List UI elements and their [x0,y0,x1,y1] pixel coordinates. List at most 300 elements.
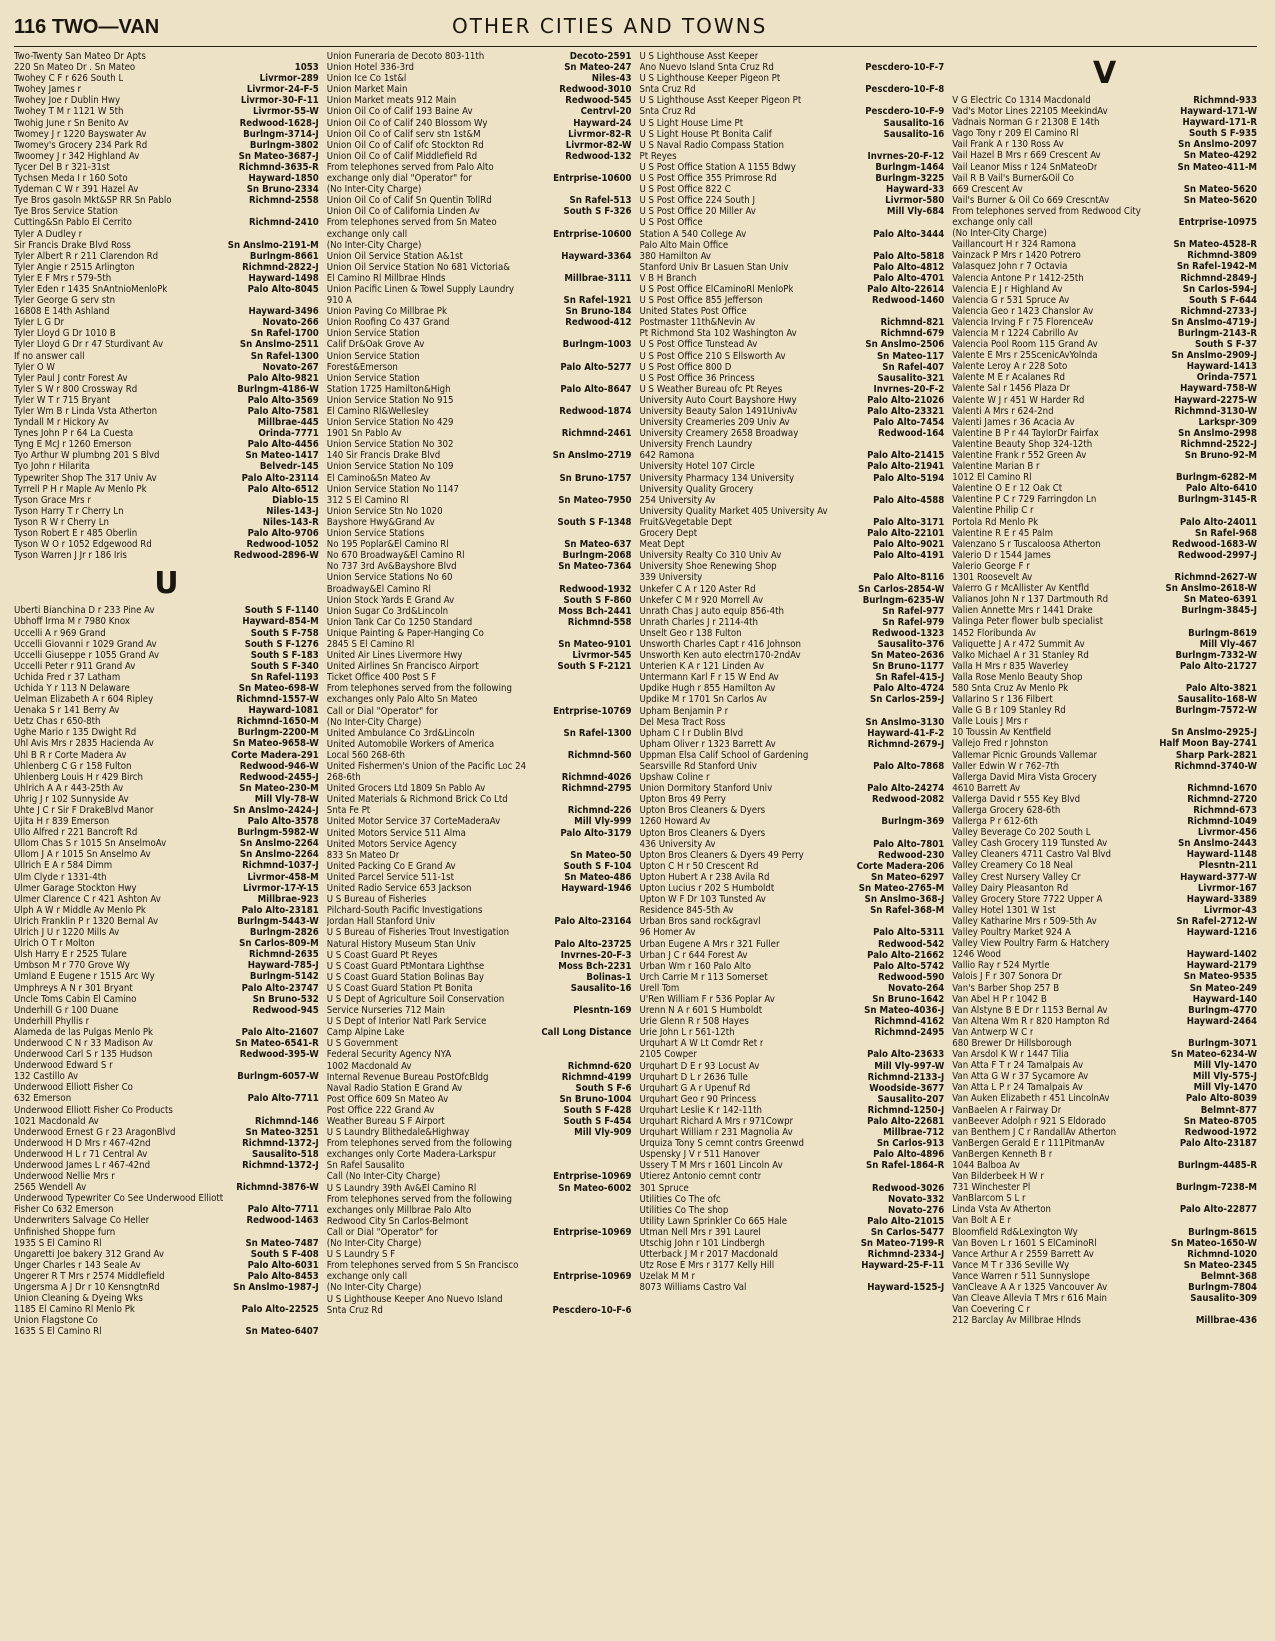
listing-entry [952,1282,1257,1293]
listing-entry [640,1249,945,1260]
listing-phone: Sn Mateo-9535 [1183,971,1257,983]
listing-name: Union Cleaning & Dyeing Wks [14,1293,143,1305]
listing-phone: Richmnd-226 [567,805,632,817]
listing-entry [640,683,945,694]
listing-phone: Redwood-2082 [871,794,945,806]
listing-name: U S Laundry 39th Av&El Camino Rl [326,1182,477,1194]
listing-phone: Livrmor-456 [1197,827,1257,839]
listing-name: El Camino&Sn Mateo Av [326,472,431,484]
listing-name: No 195 Poplar&El Camino Rl [326,539,449,551]
listing-phone: Redwood-542 [877,938,945,950]
listing-phone: Palo Alto-5311 [873,927,945,939]
listing-phone: Millbrae-436 [1195,1315,1257,1327]
listing-entry [952,106,1257,117]
listing-phone: Sn Anslmo-2424-J [233,805,319,816]
listing-name: Underwood Nellie Mrs r [14,1171,115,1183]
listing-entry [640,1271,945,1282]
listing-name: Underwood James L r 467-42nd [14,1160,151,1171]
listing-phone: Sn Mateo-8705 [1183,1115,1257,1127]
listing-entry [640,628,945,639]
listing-entry [952,173,1257,184]
listing-name: 731 Winchester Pl [952,1182,1031,1194]
listing-phone: South S F-644 [1189,294,1257,306]
listing-entry [327,1049,632,1060]
listing-name: Tye Bros Service Station [14,206,119,218]
listing-name: Natural History Museum Stan Univ [326,938,476,950]
listing-entry [640,273,945,284]
listing-entry [640,828,945,839]
listing-name: Urenn N A r 601 S Humboldt [639,1005,763,1017]
listing-entry [640,373,945,384]
listing-entry [14,716,319,727]
listing-entry [952,883,1257,894]
listing-phone: Redwood-132 [565,150,632,162]
listing-name: Valler Edwin W r 762-7th [952,760,1060,772]
listing-phone: Richmnd-1372-J [242,1160,319,1171]
listing-phone: Sn Mateo-230-M [239,782,319,794]
listing-entry [14,727,319,738]
listing-name: Vance Arthur A r 2559 Barrett Av [952,1248,1094,1260]
listing-name: Uchida Fred r 37 Latham [14,671,121,683]
listing-entry [14,761,319,772]
listing-entry [952,1227,1257,1238]
listing-entry [952,994,1257,1005]
listing-entry [14,206,319,217]
listing-phone: South S F-935 [1189,128,1257,140]
listing-phone: Burlngm-2143-R [1177,327,1257,339]
listing-entry [640,1094,945,1105]
listing-phone: Sn Anslmo-2264 [239,838,319,850]
listing-name: Van Coevering C r [952,1304,1030,1316]
listing-phone: Livrmor-55-W [252,106,319,118]
listing-entry [327,262,632,273]
listing-name: Sir Francis Drake Blvd Ross [14,239,131,251]
listing-phone: Pescdero-10-F-8 [865,84,945,96]
listing-name: U S Post Office Tunstead Av [639,339,758,351]
listing-name: Searsville Rd Stanford Univ [639,761,758,772]
listing-name: Post Office 222 Grand Av [326,1104,435,1116]
listing-name: United Motor Service 37 CorteMaderaAv [326,816,501,828]
listing-phone: Richmnd-2558 [248,195,319,207]
listing-entry [327,572,632,583]
listing-entry [952,561,1257,572]
listing-phone: Sausalito-16 [883,117,945,129]
listing-name: 220 Sn Mateo Dr . Sn Mateo [14,62,136,74]
listing-phone: Richmnd-2522-J [1180,438,1257,450]
listing-name: Postmaster 11th&Nevin Av [639,317,756,329]
listing-name: Valley Hotel 1301 W 1st [952,904,1056,916]
listing-name: Union Pacific Linen & Towel Supply Laundry [326,283,514,295]
listing-phone: South S F-1140 [244,605,319,617]
listing-entry [952,938,1257,949]
listing-name: Urban Eugene A Mrs r 321 Fuller [639,938,780,950]
listing-entry [327,1205,632,1216]
listing-entry [640,417,945,428]
listing-entry [327,905,632,916]
listing-name: U'Ren William F r 536 Poplar Av [639,993,775,1005]
listing-name: Underhill Phyllis r [14,1015,90,1027]
listing-name: Palo Alto Main Office [639,239,729,251]
listing-name: Van Bolt A E r [952,1215,1012,1227]
listing-entry [14,738,319,749]
listing-name: Valentine O E r 12 Oak Ct [952,483,1063,495]
listing-phone: Redwood-945 [252,1004,319,1016]
listing-column-2 [327,51,632,1641]
listing-name: Union Oil Co of Calif 240 Blossom Wy [326,117,488,129]
listing-name: Vail Frank A r 130 Ross Av [952,139,1064,151]
listing-name: Tyler L G Dr [14,317,65,329]
listing-entry [952,616,1257,627]
listing-name: Vallerga Grocery 628-6th [952,805,1061,816]
listing-name: Vallarino S r 136 Filbert [952,694,1053,706]
listing-phone: Livrmor-289 [259,73,319,85]
listing-phone: Sn Mateo-7199-R [860,1238,945,1250]
listing-entry [640,894,945,905]
listing-name: 580 Snta Cruz Av Menlo Pk [952,682,1069,694]
listing-phone: Sn Mateo-7950 [558,494,632,506]
listing-name: United Packing Co E Grand Av [326,860,456,872]
listing-name: United Fishermen's Union of the Pacific Loc 24 [326,761,527,772]
listing-phone: Burlngm-7572-W [1175,705,1257,717]
listing-name: Vainzack P Mrs r 1420 Potrero [952,250,1081,262]
listing-entry [952,1027,1257,1038]
listing-phone: Hayward-1081 [248,705,319,717]
listing-name: Grocery Dept [639,528,698,540]
listing-name: Union Oil Service Station A&1st [326,250,463,262]
listing-phone: Hayward-140 [1192,993,1257,1005]
listing-entry [327,273,632,284]
listing-name: From telephones served from Sn Mateo [326,217,497,229]
listing-entry [952,650,1257,661]
listing-name: Residence 845-5th Av [639,905,734,917]
listing-name: From telephones served from Palo Alto [326,161,494,173]
listing-phone: Richmnd-2849-J [1180,272,1257,284]
listing-phone: Burlngm-8615 [1188,1226,1257,1238]
listing-name: 268-6th [326,772,361,784]
listing-phone: Palo Alto-3569 [247,394,319,406]
listing-name: Tyler Lloyd G Dr r 47 Sturdivant Av [14,339,164,351]
listing-phone: Richmnd-1372-J [242,1137,319,1149]
listing-phone: Palo Alto-7454 [873,417,945,429]
listing-phone: Sn Mateo-4528-R [1173,239,1257,251]
listing-entry [14,927,319,938]
listing-name: Valente Leroy A r 228 Soto [952,361,1068,373]
listing-entry [14,1060,319,1071]
listing-entry [327,883,632,894]
listing-name: Cutting&Sn Pablo El Cerrito [14,217,132,229]
listing-name: Ullrich E A r 584 Dimm [14,860,113,872]
listing-name: Tyler George G serv stn [14,295,116,307]
listing-entry [14,62,319,73]
listing-name: Van Bilderbeek H W r [952,1171,1044,1183]
listing-phone: Richmnd-4026 [561,772,632,784]
listing-name: Valley Poultry Market 924 A [952,927,1071,939]
listing-phone: Sn Anslmo-3130 [865,716,945,728]
listing-phone: Half Moon Bay-2741 [1159,738,1257,750]
listing-phone: Sn Mateo-7364 [558,561,632,573]
listing-name: Uccelli Giuseppe r 1055 Grand Av [14,649,160,661]
listing-entry [14,750,319,761]
listing-phone: Burlngm-369 [881,816,945,828]
listing-phone: Richmnd-1020 [1187,1248,1257,1260]
listing-name: 96 Homer Av [639,927,696,939]
listing-name: Union Roofing Co 437 Grand [326,317,450,329]
listing-name: 339 University [639,572,703,584]
listing-entry [14,772,319,783]
listing-phone: Sn Bruno-1004 [559,1093,632,1105]
listing-entry [640,672,945,683]
listing-name: U S Light House Pt Bonita Calif [639,128,772,140]
listing-entry [640,972,945,983]
listing-phone: Richmnd-2495 [874,1027,945,1039]
listing-name: Union Dormitory Stanford Univ [639,783,773,795]
listing-name: Union Oil Co of Calif 193 Baine Av [326,106,473,118]
listing-phone: Centrvl-20 [580,106,632,118]
listing-entry [327,528,632,539]
listing-phone: Palo Alto-6512 [247,483,319,495]
listing-column-4 [952,51,1257,1641]
listing-entry [14,805,319,816]
listing-entry [952,738,1257,749]
listing-name: Ussery T M Mrs r 1601 Lincoln Av [639,1160,783,1172]
listing-name: Ano Nuevo Island Snta Cruz Rd [639,62,774,74]
listing-name: (No Inter-City Charge) [326,1282,422,1294]
listing-phone: Entrprise-10969 [553,1271,632,1283]
listing-name: Ulph A W r Middle Av Menlo Pk [14,904,146,916]
listing-phone: Sn Mateo-486 [564,871,632,883]
listing-name: Twohey T M r 1121 W 5th [14,106,124,118]
listing-entry [952,195,1257,206]
listing-entry [640,428,945,439]
listing-name: U S Laundry Blithedale&Highway [326,1127,470,1139]
listing-entry [327,395,632,406]
listing-phone: Palo Alto-3171 [873,516,945,528]
listing-entry [14,1260,319,1271]
listing-phone: Richmnd-673 [1193,805,1257,816]
listing-phone: Palo Alto-21662 [867,949,945,961]
listing-entry [327,983,632,994]
listing-phone: Palo Alto-23164 [554,916,632,928]
listing-phone: Sn Rafel-1300 [563,727,632,739]
listing-phone: Sn Anslmo-2909-J [1171,350,1257,362]
listing-entry [952,361,1257,372]
listing-name: Unsworth Ken auto electrn170-2ndAv [639,650,801,662]
listing-entry [952,1249,1257,1260]
listing-entry [952,1060,1257,1071]
listing-name: 312 S El Camino Rl [326,494,409,506]
listing-phone: Redwood-590 [877,971,945,983]
listing-phone: Sn Anslmo-368-J [864,894,945,906]
listing-entry [327,628,632,639]
listing-phone: Sn Anslmo-2511 [239,339,319,351]
listing-entry [640,73,945,84]
listing-phone: Livrmor-82-R [568,128,632,140]
listing-entry [14,384,319,395]
listing-phone: Sausalito-309 [1190,1293,1257,1305]
listing-phone: Redwood-1323 [871,627,945,639]
listing-phone: Orinda-7571 [1196,372,1257,384]
listing-entry [14,1160,319,1171]
listing-name: 8073 Williams Castro Val [639,1282,747,1294]
listing-entry [640,772,945,783]
listing-entry [14,650,319,661]
listing-entry [640,1171,945,1182]
listing-entry [640,706,945,717]
listing-phone: Redwood-946-W [239,760,319,772]
listing-phone: Sn Bruno-2334 [246,184,319,196]
listing-name: U S Government [326,1038,398,1050]
listing-phone: Richmnd-2410 [248,217,319,229]
listing-phone: Plesntn-169 [573,1005,632,1017]
listing-entry [640,883,945,894]
listing-name: VanBaelen A r Fairway Dr [952,1104,1062,1116]
listing-phone: Livrmor-17-Y-15 [243,882,319,894]
listing-entry [327,1016,632,1027]
listing-phone: Mill Vly-575-J [1192,1071,1257,1083]
listing-name: 833 Sn Mateo Dr [326,849,400,861]
listing-phone: Sn Mateo-1650-W [1171,1237,1257,1249]
listing-entry [640,916,945,927]
listing-phone: Hayward-1525-J [867,1282,945,1294]
listing-name: Unrath Chas J auto equip 856-4th [639,605,785,617]
listing-phone: Sn Mateo-637 [564,539,632,551]
listing-entry [327,1149,632,1160]
listing-name: Vallejo Fred r Johnston [952,738,1049,750]
listing-name: Snta Fe Pt [326,805,371,817]
listing-entry [14,406,319,417]
listing-phone: Millbrae-3111 [564,272,632,284]
listing-phone: Mill Vly-78-W [254,793,319,805]
listing-name: VanBlarcom S L r [952,1193,1026,1205]
listing-name: Van's Barber Shop 257 B [952,982,1060,994]
listing-entry [14,1071,319,1082]
listing-name: Uspensky J V r 511 Hanover [639,1149,760,1161]
listing-entry [952,472,1257,483]
listing-phone: Sn Mateo-2345 [1183,1259,1257,1271]
listing-phone: Palo Alto-5194 [873,472,945,484]
listing-name: Urquhart Leslie K r 142-11th [639,1104,762,1116]
listing-entry [952,494,1257,505]
listing-name: University Pharmacy 134 University [639,472,795,484]
listing-name: Stanford Univ Br Lasuen Stan Univ [639,261,789,273]
listing-phone: Sn Anslmo-2719 [552,450,632,462]
listing-name: Valentine B P r 44 TaylorDr Fairfax [952,427,1099,439]
listing-name: Vance Warren r 511 Sunnyslope [952,1270,1090,1282]
listing-entry [952,716,1257,727]
listing-name: Unfinished Shoppe furn [14,1226,116,1238]
listing-name: Valien Annette Mrs r 1441 Drake [952,605,1093,617]
listing-phone: Sn Mateo-117 [876,350,945,362]
listing-name: Utility Lawn Sprinkler Co 665 Hale [639,1215,788,1227]
listing-entry [640,1016,945,1027]
listing-phone: Burlngm-4770 [1188,1004,1257,1016]
listing-name: Union Flagstone Co [14,1315,98,1327]
listing-phone: South S F-454 [563,1116,632,1127]
listing-phone: Sn Mateo-698-W [238,682,319,694]
listing-name: Union Hotel 336-3rd [326,62,414,74]
listing-entry [640,106,945,117]
listing-phone: Sn Rafel-2712-W [1176,915,1257,927]
listing-phone: Sn Carlos-5477 [870,1226,945,1238]
listing-name: Camp Alpine Lake [326,1027,405,1039]
listing-phone: Hayward-1216 [1186,927,1257,939]
listing-entry [952,217,1257,228]
listing-entry [14,883,319,894]
listing-name: 140 Sir Francis Drake Blvd [326,450,441,462]
listing-name: 254 University Av [639,494,716,506]
listing-phone: Redwood-1972 [1184,1126,1257,1138]
listing-entry [640,661,945,672]
listing-name: Urch Carrie M r 113 Somerset [639,971,768,983]
listing-entry [327,606,632,617]
listing-name: Urquhart D E r 93 Locust Av [639,1060,760,1072]
listing-phone: Hayward-24 [573,117,632,129]
listing-name: Valerro G r McAllister Av Kentfld [952,583,1090,595]
listing-entry [14,1227,319,1238]
listing-phone: Belvedr-145 [259,461,319,473]
section-title: OTHER CITIES AND TOWNS [452,14,768,38]
listing-entry [327,639,632,650]
listing-phone: Invrnes-20-F-2 [873,383,945,395]
listing-phone: Sn Mateo-5620 [1183,194,1257,206]
listing-phone: Entrprise-10969 [553,1226,632,1238]
listing-entry [640,1216,945,1227]
listing-entry [952,916,1257,927]
listing-phone: Richmnd-1670 [1187,782,1257,794]
listing-name: Union Funeraria de Decoto 803-11th [326,51,485,62]
listing-name: Union Service Station [326,328,420,340]
listing-name: Tyler A Dudley r [14,228,83,240]
listing-phone: Palo Alto-7581 [247,406,319,417]
listing-name: Bayshore Hwy&Grand Av [326,516,435,528]
listing-name: Valentine Beauty Shop 324-12th [952,438,1093,450]
listing-phone: Hayward-171-R [1182,117,1257,129]
listing-name: exchange only call [952,217,1033,229]
listing-entry [952,1160,1257,1171]
listing-phone: Redwood-2455-J [239,771,319,783]
listing-name: Valentine Marian B r [952,461,1040,473]
listing-entry [327,1194,632,1205]
listing-name: Upton Bros Cleaners & Dyers [639,805,766,817]
listing-entry [640,550,945,561]
listing-entry [327,1105,632,1116]
listing-name: 2565 Wendell Av [14,1182,87,1194]
listing-entry [640,1205,945,1216]
listing-name: U S Lighthouse Asst Keeper [639,51,759,62]
listing-entry [952,1304,1257,1315]
listing-name: Tyson Warren J Jr r 186 Iris [14,550,127,562]
listing-name: Upham Oliver r 1323 Barrett Av [639,738,776,750]
listing-entry [14,1171,319,1182]
listing-name: Tycer Del B r 321-31st [14,161,110,173]
listing-entry [327,118,632,129]
listing-phone: Burlngm-7804 [1188,1282,1257,1294]
listing-entry [640,572,945,583]
listing-entry [14,1215,319,1226]
listing-name: 212 Barclay Av Millbrae Hlnds [952,1315,1081,1327]
listing-name: Union Oil Co of California Linden Av [326,206,480,218]
listing-name: V G Electric Co 1314 Macdonald [952,95,1091,106]
listing-entry [327,927,632,938]
listing-name: Underwood Typewriter Co See Underwood Elliott [14,1193,224,1205]
listing-phone: Hayward-785-J [247,960,319,972]
listing-entry [327,1271,632,1282]
listing-entry [14,1182,319,1193]
listing-name: Urquhart A W Lt Comdr Ret r [639,1038,764,1050]
listing-phone: Sn Bruno-1642 [872,993,945,1005]
listing-phone: Sausalito-518 [252,1148,319,1160]
listing-name: Underwood Edward S r [14,1060,113,1072]
